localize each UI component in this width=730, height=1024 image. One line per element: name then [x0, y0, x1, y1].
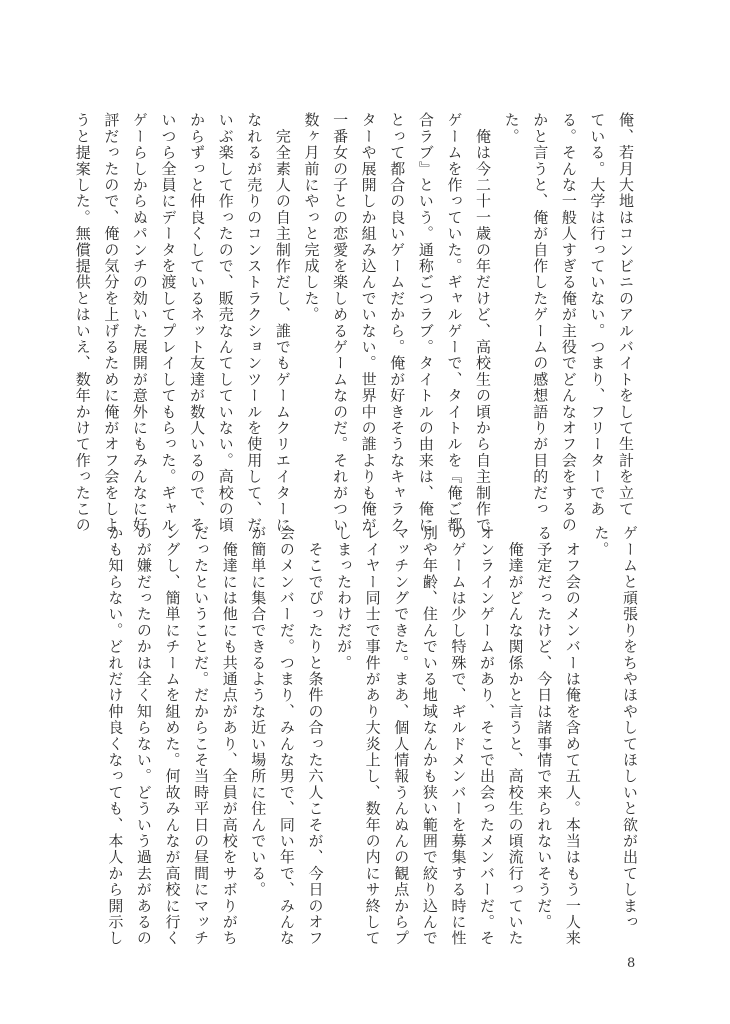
text-line: ゲームと頑張りをちやほやしてほしいと欲が出てしまっ	[621, 525, 639, 930]
lower-text-block	[106, 525, 644, 947]
text-line: 俺、若月大地はコンビニのアルバイトをして生計を立て	[617, 112, 635, 517]
upper-text-block	[73, 112, 640, 534]
text-line: うと提案した。無償提供とはいえ、数年かけて作ったこの	[73, 112, 92, 534]
text-line: ターや展開しか組み込んでいない。世界中の誰よりも俺が	[359, 112, 378, 534]
text-line: ゲーらしからぬパンチの効いた展開が意外にもみんなに好	[130, 112, 149, 534]
text-line: ている。大学は行っていない。つまり、フリーターであ	[588, 112, 607, 517]
text-line: とって都合の良いゲームだから。俺が好きそうなキャラク	[388, 112, 407, 534]
page-number: 8	[627, 956, 636, 971]
text-line: オンラインゲームがあり、そこで出会ったメンバーだ。そ	[478, 525, 497, 947]
text-line: のが嫌だったのかは全く知らない。どういう過去があるの	[134, 525, 153, 947]
text-line: そこでぴったりと条件の合った六人こそが、今日のオフ	[306, 525, 325, 947]
text-line: 会のメンバーだ。つまり、みんな男で、同い年で、みんな	[277, 525, 296, 947]
text-line: ゲームを作っていた。ギャルゲーで、タイトルを『俺ご都	[445, 112, 464, 534]
text-line: 俺は今二十一歳の年だけど、高校生の頃から自主制作で	[474, 112, 493, 534]
text-line: 俺達がどんな関係かと言うと、高校生の頃流行っていた	[506, 525, 525, 947]
text-line: 完全素人の自主制作だし、誰でもゲームクリエイターに	[273, 112, 292, 534]
text-line: が簡単に集合できるような近い場所に住んでいる。	[249, 525, 268, 898]
text-line: 数ヶ月前にやっと完成した。	[302, 112, 321, 323]
text-line: のゲームは少し特殊で、ギルドメンバーを募集する時に性	[449, 525, 468, 947]
text-line: レイヤー同士で事件があり大炎上し、数年の内にサ終して	[363, 525, 382, 947]
text-line: 俺達には他にも共通点があり、全員が高校をサボりがち	[220, 525, 239, 947]
text-line: 別や年齢、住んでいる地域なんかも狭い範囲で絞り込んで	[420, 525, 439, 947]
text-line: る。そんな一般人すぎる俺が主役でどんなオフ会をするの	[559, 112, 578, 534]
text-line: からずっと仲良くしているネット友達が数人いるので、そ	[188, 112, 207, 534]
text-line: かも知らない。どれだけ仲良くなっても、本人から開示し	[106, 525, 125, 947]
text-line: ングし、簡単にチームを組めた。何故みんなが高校に行く	[163, 525, 182, 947]
text-line: る予定だったけど、今日は諸事情で来られないそうだ。	[535, 525, 554, 930]
text-line: いぶ楽して作ったので、販売なんてしていない。高校の頃	[216, 112, 235, 534]
text-line: 評だったので、俺の気分を上げるために俺がオフ会をしよ	[102, 112, 121, 534]
text-line: 合ラブ』という。通称ごつラブ。タイトルの由来は、俺に	[416, 112, 435, 534]
text-line: なれるが売りのコンストラクションツールを使用して、だ	[245, 112, 264, 534]
text-line: かと言うと、俺が自作したゲームの感想語りが目的だっ	[531, 112, 550, 517]
text-line: オフ会のメンバーは俺を含めて五人。本当はもう一人来	[563, 525, 582, 947]
text-line: た。	[592, 525, 611, 558]
text-line: いつら全員にデータを渡してプレイしてもらった。ギャル	[159, 112, 178, 534]
text-line: しまったわけだが。	[335, 525, 354, 671]
text-line: 一番女の子との恋愛を楽しめるゲームなのだ。それがつい	[331, 112, 350, 534]
text-line: た。	[502, 112, 521, 145]
text-line: だったということだ。だからこそ当時平日の昼間にマッチ	[192, 525, 211, 947]
text-line: マッチングできた。まあ、個人情報うんぬんの観点からプ	[392, 525, 411, 947]
